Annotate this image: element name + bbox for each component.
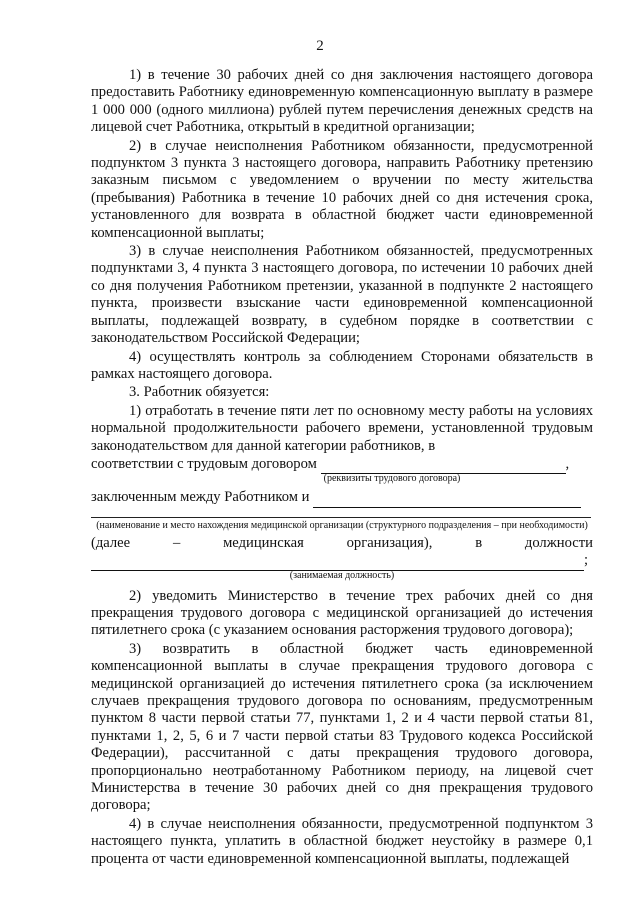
position-caption: (занимаемая должность) <box>289 569 395 581</box>
contract-suffix: , <box>565 455 570 472</box>
document-body <box>91 67 593 869</box>
position-line <box>91 552 593 569</box>
organization-field-rule <box>91 517 591 518</box>
paragraph-3-2: 2) уведомить Министерство в течение трех рабочих дней со дня прекращения трудового договора с медицинской организацией до истечения пятилетнего срока (с указанием основания расторжения трудового договора); <box>91 587 593 639</box>
further-line <box>91 535 593 552</box>
organization-field <box>313 489 581 507</box>
organization-caption: (наименование и место нахождения медицинской организации (структурного подразделения – при необходимости) <box>96 519 588 531</box>
position-suffix: ; <box>584 552 589 569</box>
contract-details-field <box>321 456 566 474</box>
further-word-5: в <box>475 534 483 551</box>
contract-caption: (реквизиты трудового договора) <box>323 473 461 485</box>
paragraph-2-3: 3) в случае неисполнения Работником обязанностей, предусмотренных подпунктами 3, 4 пункта 3 настоящего договора, по истечении 10 рабочих дней со дня получения Работником претензии, указанной в подпункте 2 настоящего пункта, произвести взыскание части единовременной компенсационной выплаты, подлежащей возврату, в судебном порядке в соответствии с законодательством Российской Федерации; <box>91 243 593 347</box>
paragraph-2-2: 2) в случае неисполнения Работником обязанности, предусмотренной подпунктом 3 пункта 3 настоящего договора, направить Работнику претензию заказным письмом с уведомлением о вручении по месту жительства (пребывания) Работника в течение 10 рабочих дней со дня истечения срока, установленного для возврата в областной бюджет части единовременной компенсационной выплаты; <box>91 137 593 241</box>
section-3-heading: 3. Работник обязуется: <box>129 384 270 401</box>
paragraph-3-1: 1) отработать в течение пяти лет по основному месту работы на условиях нормальной продолжительности рабочего времени, установленной трудовым законодательством для данной категории работников, в <box>91 402 593 454</box>
contract-prefix: соответствии с трудовым договором <box>91 455 317 472</box>
further-word-2: – <box>172 534 181 551</box>
further-word-3: медицинская <box>223 534 304 551</box>
paragraph-2-1: 1) в течение 30 рабочих дней со дня заключения настоящего договора предоставить Работнику единовременную компенсационную выплату в размере 1 000 000 (одного миллиона) рублей путем перечисления денежных средств на лицевой счет Работника, открытый в кредитной организации; <box>91 67 593 136</box>
further-word-1: (далее <box>91 534 131 551</box>
further-word-6: должности <box>524 534 593 551</box>
concluded-prefix: заключенным между Работником и <box>91 489 310 506</box>
page-number: 2 <box>316 38 324 54</box>
contract-line <box>91 456 593 473</box>
paragraph-3-4: 4) в случае неисполнения обязанности, предусмотренной подпунктом 3 настоящего пункта, уплатить в областной бюджет неустойку в размере 0,1 процента от части единовременной компенсационной выплаты, подлежащей <box>91 815 593 867</box>
paragraph-3-3: 3) возвратить в областной бюджет часть единовременной компенсационной выплаты в случае прекращения трудового договора с медицинской организацией до истечения пятилетнего срока (за исключением случаев прекращения трудового договора по основаниям, предусмотренным пунктом 8 части первой статьи 77, пунктами 1, 2 и 4 части первой статьи 81, пунктами 1, 2, 5, 6 и 7 части первой статьи 83 Трудового кодекса Российской Федерации), рассчитанной с даты прекращения трудового договора, пропорционально неотработанному Работником периоду, на лицевой счет Министерства в течение 30 рабочих дней со дня прекращения трудового договора; <box>91 640 593 814</box>
position-field <box>91 552 584 570</box>
concluded-line <box>91 489 593 506</box>
paragraph-2-4: 4) осуществлять контроль за соблюдением Сторонами обязательств в рамках настоящего договора. <box>91 348 593 382</box>
further-word-4: организация), <box>346 534 433 551</box>
